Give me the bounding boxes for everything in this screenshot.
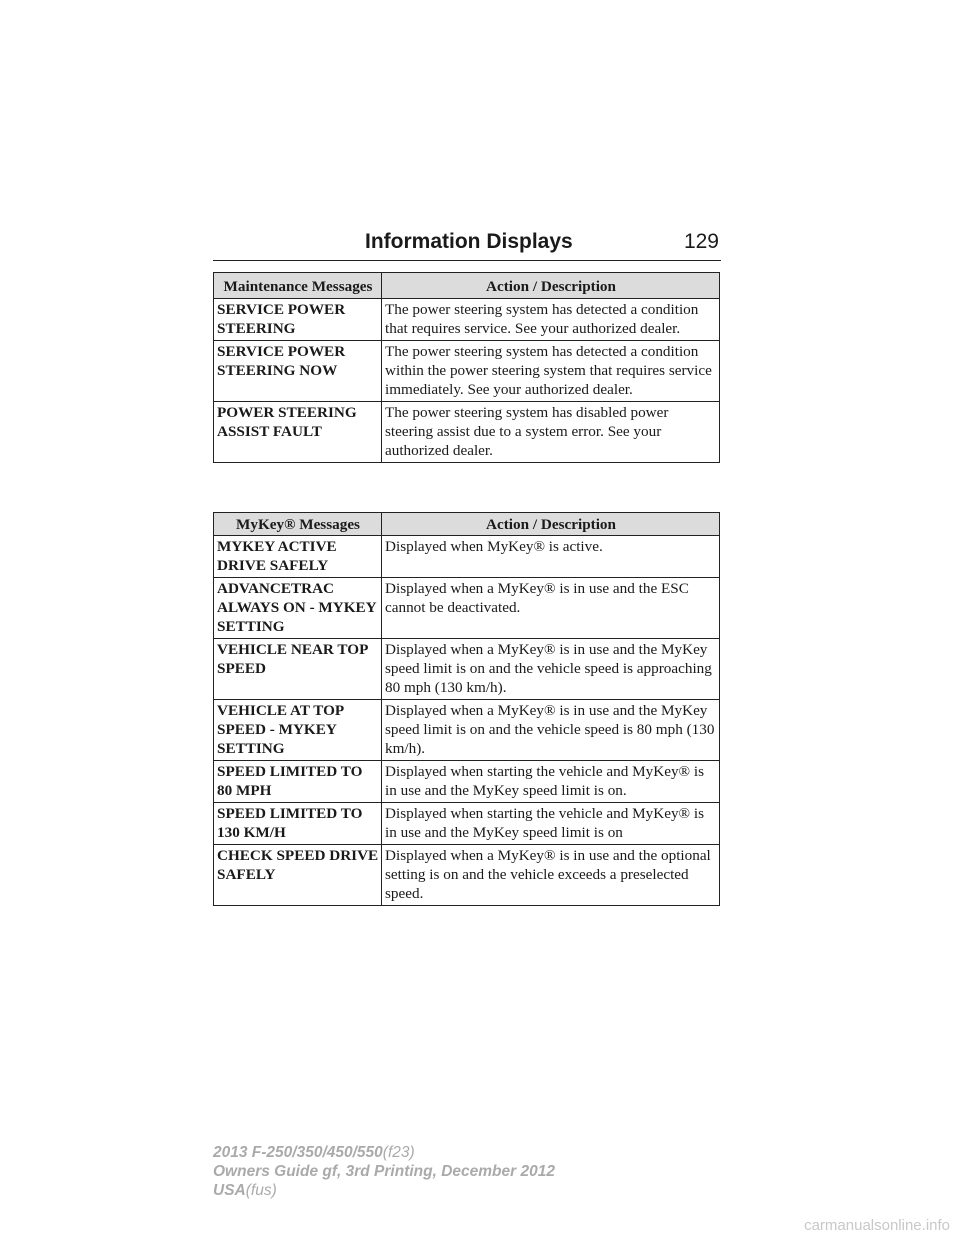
column-header: MyKey® Messages [214, 513, 382, 536]
description-cell: Displayed when starting the vehicle and MyKey® is in use and the MyKey speed limit is on [382, 803, 720, 845]
table-row [214, 700, 720, 761]
message-cell: SERVICE POWER STEERING [214, 299, 382, 341]
table-row [214, 761, 720, 803]
message-cell: SERVICE POWER STEERING NOW [214, 341, 382, 402]
table-row [214, 803, 720, 845]
column-header: Maintenance Messages [214, 273, 382, 299]
message-cell: MYKEY ACTIVE DRIVE SAFELY [214, 536, 382, 578]
table-header-row [214, 513, 720, 536]
section-title: Information Displays [365, 230, 573, 253]
footer-line [213, 1181, 555, 1200]
footer-edition: Owners Guide gf, 3rd Printing, December 2012 [213, 1163, 555, 1180]
description-cell: The power steering system has detected a condition within the power steering system that requires service immediately. See your authorized dealer. [382, 341, 720, 402]
document-footer [213, 1143, 555, 1200]
description-cell: The power steering system has disabled power steering assist due to a system error. See your authorized dealer. [382, 402, 720, 463]
description-cell: Displayed when starting the vehicle and MyKey® is in use and the MyKey speed limit is on. [382, 761, 720, 803]
table-row [214, 299, 720, 341]
page-header [213, 230, 721, 261]
table-row [214, 578, 720, 639]
description-cell: The power steering system has detected a condition that requires service. See your authorized dealer. [382, 299, 720, 341]
message-cell: POWER STEERING ASSIST FAULT [214, 402, 382, 463]
table-row [214, 341, 720, 402]
footer-market-code: (fus) [245, 1182, 277, 1199]
column-header: Action / Description [382, 273, 720, 299]
footer-line [213, 1143, 555, 1162]
footer-market: USA [213, 1182, 246, 1199]
message-cell: VEHICLE AT TOP SPEED - MYKEY SETTING [214, 700, 382, 761]
description-cell: Displayed when a MyKey® is in use and the MyKey speed limit is on and the vehicle speed is approaching 80 mph (130 km/h). [382, 639, 720, 700]
column-header: Action / Description [382, 513, 720, 536]
page-number: 129 [683, 230, 719, 253]
message-cell: VEHICLE NEAR TOP SPEED [214, 639, 382, 700]
description-cell: Displayed when a MyKey® is in use and the optional setting is on and the vehicle exceeds a preselected speed. [382, 845, 720, 906]
message-cell: CHECK SPEED DRIVE SAFELY [214, 845, 382, 906]
description-cell: Displayed when a MyKey® is in use and the ESC cannot be deactivated. [382, 578, 720, 639]
message-cell: ADVANCETRAC ALWAYS ON - MYKEY SETTING [214, 578, 382, 639]
table-row [214, 402, 720, 463]
footer-model: 2013 F-250/350/450/550 [213, 1144, 383, 1161]
message-cell: SPEED LIMITED TO 130 KM/H [214, 803, 382, 845]
table-row [214, 536, 720, 578]
message-cell: SPEED LIMITED TO 80 MPH [214, 761, 382, 803]
table-header-row [214, 273, 720, 299]
maintenance-messages-table [213, 272, 720, 463]
mykey-messages-table [213, 512, 720, 906]
watermark: carmanualsonline.info [804, 1217, 950, 1234]
footer-code: (f23) [382, 1144, 415, 1161]
description-cell: Displayed when MyKey® is active. [382, 536, 720, 578]
description-cell: Displayed when a MyKey® is in use and the MyKey speed limit is on and the vehicle speed is 80 mph (130 km/h). [382, 700, 720, 761]
table-row [214, 639, 720, 700]
table-row [214, 845, 720, 906]
